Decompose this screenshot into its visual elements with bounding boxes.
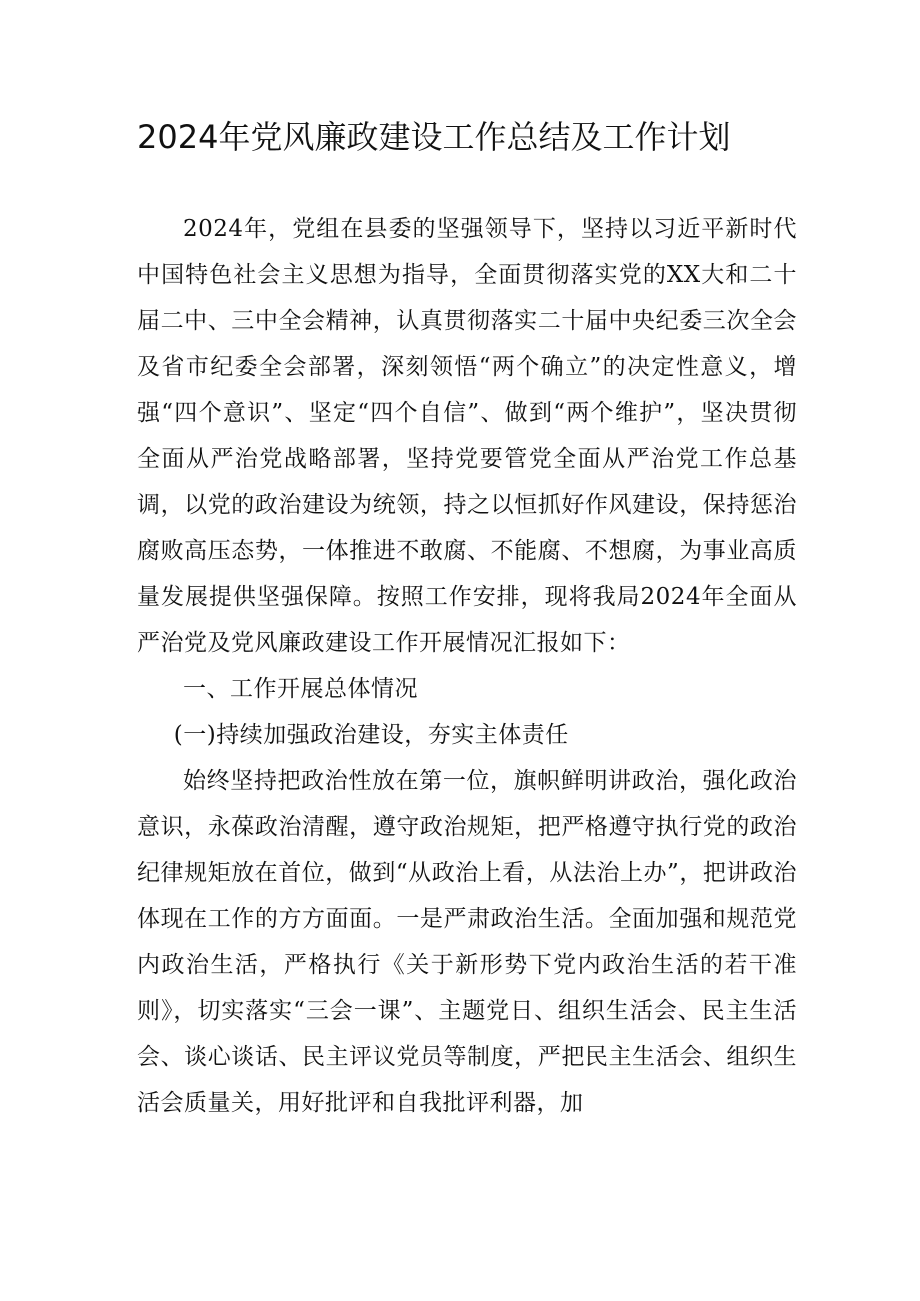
subsection-heading: (一)持续加强政治建设，夯实主体责任 bbox=[173, 722, 569, 748]
section-paragraph: 始终坚持把政治性放在第一位，旗帜鲜明讲政治，强化政治意识，永葆政治清醒，遵守政治规矩，把严格遵守执行党的政治纪律规矩放在首位，做到“从政治上看，从法治上办”，把讲政治体现在工作的方方面面。一是严肃政治生活。全面加强和规范党内政治生活，严格执行《关于新形势下党内政治生活的若干准则》，切实落实“三会一课”、主题党日、组织生活会、民主生活会、谈心谈话、民主评议党员等制度，严把民主生活会、组织生活会质量关，用好批评和自我批评利器，加 bbox=[137, 768, 797, 1116]
section-heading: 一、工作开展总体情况 bbox=[183, 676, 418, 702]
intro-paragraph: 2024年，党组在县委的坚强领导下，坚持以习近平新时代中国特色社会主义思想为指导，全面贯彻落实党的XX大和二十届二中、三中全会精神，认真贯彻落实二十届中央纪委三次全会及省市纪委全会部署，深刻领悟“两个确立”的决定性意义，增强“四个意识”、坚定“四个自信”、做到“两个维护”，坚决贯彻全面从严治党战略部署，坚持党要管党全面从严治党工作总基调，以党的政治建设为统领，持之以恒抓好作风建设，保持惩治腐败高压态势，一体推进不敢腐、不能腐、不想腐，为事业高质量发展提供坚强保障。按照工作安排，现将我局2024年全面从严治党及党风廉政建设工作开展情况汇报如下： bbox=[137, 216, 797, 656]
document-body bbox=[137, 206, 797, 1126]
document-title: 2024年党风廉政建设工作总结及工作计划 bbox=[137, 118, 731, 156]
